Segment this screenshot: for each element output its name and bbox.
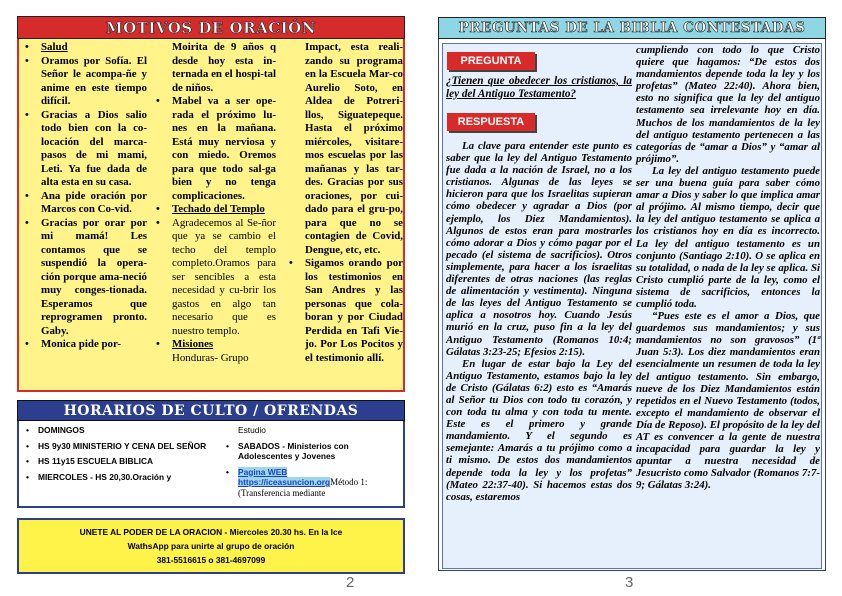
culto-title: HORARIOS DE CULTO / OFRENDAS [63, 402, 359, 419]
prayer-item: • Gracias por orar por mi mamá! Les contamos que se suspendió la opera-ción porque ama-neció muy conges-tionada. Esperamos que reprogramen pronto. Gaby. [23, 217, 147, 339]
question-text: ¿Tienen que obedecer los cristianos, la ley del Antiguo Testamento? [446, 75, 632, 100]
respuesta-label: RESPUESTA [447, 113, 535, 131]
motivos-col-2 [154, 41, 276, 365]
prayer-item: • Ana pide oración por Marcos con Co-vid. [23, 190, 147, 217]
unete-line-3: 381-5516615 o 381-4697099 [156, 555, 266, 565]
preguntas-title: PREGUNTAS DE LA BIBLIA CONTESTADAS [458, 20, 806, 36]
answer-paragraph: “Pues este es el amor a Dios, que guardemos sus mandamientos; y sus mandamientos no son gravosos” (1ª Juan 5:3). Los diez mandamientos eran esencialmente un resumen de toda la ley del antiguo testamento. Sin embargo, nueve de los Diez Mandamientos están repetidos en el Nuevo Testamento (todos, excepto el mandamiento de observar el Día de Reposo). El propósito de la ley del AT es convencer a la gente de nuestra incapacidad para guardar la ley y apuntar a nuestra necesidad de Jesucristo como Salvador (Romanos 7:7-9; Gálatas 3:24). [636, 310, 820, 492]
bullet-icon: • [26, 471, 29, 482]
bullet-icon: • [26, 456, 29, 466]
prayer-item: • Misiones [154, 338, 276, 352]
motivos-header [17, 16, 405, 39]
prayer-item: • Sigamos orando por los testimonios en San Andres y las personas que cola-boran y por Ciudad Perdida en Tafi Vie-jo. Por Los Pocitos y el testimonio allí. [287, 257, 403, 365]
page-number-left: 2 [346, 574, 355, 591]
schedule-row: • HS 11y15 ESCUELA BIBLICA [26, 456, 154, 466]
schedule-row: • MIERCOLES - HS 20,30.Oración y [26, 471, 172, 482]
schedule-row: • HS 9y30 MINISTERIO Y CENA DEL SEÑOR [26, 440, 207, 451]
prayer-item: • Techado del Templo [154, 203, 276, 217]
schedule-row: • DOMINGOS [26, 425, 85, 435]
bullet-icon: • [226, 440, 229, 451]
answer-paragraph: La clave para entender este punto es saber que la ley del Antiguo Testamento fue dada a la nación de Israel, no a los cristianos. Algunas de las leyes se hicieron para que los Israelitas supieran cómo obedecer y agradar a Dios (por ejemplo, los Diez Mandamientos). Algunos de estos eran para mostrarles cómo adorar a Dios y cómo pagar por el pecado (el sistema de sacrificios). Otros simplemente, para hacer a los israelitas diferentes de otras naciones (las reglas de alimentación y vestimenta). Ninguna de las leyes del Antiguo Testamento se aplica a nosotros hoy. Cuando Jesús murió en la cruz, puso fin a la ley del Antiguo Testamento (Romanos 10:4; Gálatas 3:23-25; Efesios 2:15). [446, 140, 632, 358]
bullet-icon: • [26, 440, 29, 451]
culto-col-1 [25, 425, 223, 487]
unete-box [17, 518, 405, 574]
motivos-box [17, 39, 405, 392]
motivos-col-1 [23, 41, 147, 352]
preguntas-header [438, 17, 826, 39]
answer-column-left [446, 140, 632, 503]
payment-method-text: Método 1: (Transferencia mediante [238, 477, 368, 498]
website-link[interactable]: Pagina WEB https://iceasuncion.org [238, 466, 331, 487]
answer-paragraph: cumpliendo con todo lo que Cristo quiere que hagamos: “De estos dos mandamientos depende toda la ley y los profetas” (Mateo 22:40). Ahora bien, esto no significa que la ley del antiguo testamento sea irrelevante hoy en día. Muchos de los mandamientos de la ley del antiguo testamento pertenecen a las categorías de “amar a Dios” y “amar al prójimo”. [636, 44, 820, 165]
answer-paragraph: La ley del antiguo testamento puede ser una buena guía para saber cómo amar a Dios y saber lo que implica amar al prójimo. Al mismo tiempo, decir que la ley del antiguo testamento se aplica a los cristianos hoy en día es incorrecto. La ley del antiguo testamento es un conjunto (Santiago 2:10). O se aplica en su totalidad, o nada de la ley se aplica. Si Cristo cumplió parte de la ley, como el sistema de sacrificios, entonces la cumplió toda. [636, 164, 820, 310]
prayer-item: • Mabel va a ser ope-rada el próximo lu-nes en la mañana. Está muy nerviosa y con miedo. Oremos para que todo sal-ga bien y no tenga complicaciones. [154, 95, 276, 203]
schedule-row: • SABADOS - Ministerios con Adolescentes y Jovenes [226, 440, 349, 461]
bullet-icon: • [226, 466, 229, 477]
prayer-item: • Oramos por Sofía. El Señor le acompa-ñe y anime en este tiempo difícil. [23, 55, 147, 109]
prayer-item: • Monica pide por- [23, 338, 147, 352]
prayer-text: Honduras- Grupo [172, 351, 249, 364]
motivos-title: MOTIVOS DE ORACIÓN [106, 18, 316, 37]
culto-col-2 [225, 425, 403, 503]
schedule-row-web [225, 467, 403, 499]
page-number-right: 3 [625, 574, 634, 591]
schedule-row: Estudio [238, 425, 266, 435]
culto-header [17, 400, 405, 421]
pregunta-label: PREGUNTA [447, 52, 535, 70]
unete-line-1: UNETE AL PODER DE LA ORACION - Miercoles 20.30 hs. En la Ice [79, 527, 343, 537]
unete-line-2: WathsApp para unirte al grupo de oración [127, 541, 295, 551]
answer-column-right [636, 44, 820, 491]
prayer-item: • Salud [23, 41, 147, 55]
bullet-icon: • [26, 425, 29, 435]
motivos-col-3 [287, 41, 403, 365]
prayer-item: • Agradecemos al Se-ñor que ya se cambio el techo del templo completo.Oramos para ser sencibles a esta necesidad y cu-brir los gastos en algo tan necesario que es nuestro templo. [154, 217, 276, 339]
answer-paragraph: En lugar de estar bajo la Ley del Antiguo Testamento, estamos bajo la ley de Cristo (Gálatas 6:2) esto es “Amarás al Señor tu Dios con todo tu corazón, y con toda tu alma y con toda tu mente. Este es el primero y grande mandamiento. Y el segundo es semejante: Amarás a tu prójimo como a ti mismo. De estos dos mandamientos depende toda la ley y los profetas” (Mateo 22:37-40). Si hacemos estas dos cosas, estaremos [446, 357, 632, 503]
prayer-item: • Gracias a Dios salio todo bien con la co-locación del marca-pasos de mi mami, Leti. Ya fue dada de alta esta en su casa. [23, 109, 147, 190]
prayer-text: Moirita de 9 años q desde hoy esta in-ternada en el hospi-tal de niños. [172, 41, 276, 94]
culto-box [17, 421, 405, 508]
prayer-text: Impact, esta reali-zando su programa en la Escuela Mar-co Aurelio Soto, en Aldea de Potreri-llos, Siguatepeque. Hasta el próximo miércoles, visitare-mos escuelas por las mañanas y las tar-des. Gracias por sus oraciones, por cui-dado para el gru-po, para que no se contagien de Covid, Dengue, etc, etc. [305, 41, 403, 256]
